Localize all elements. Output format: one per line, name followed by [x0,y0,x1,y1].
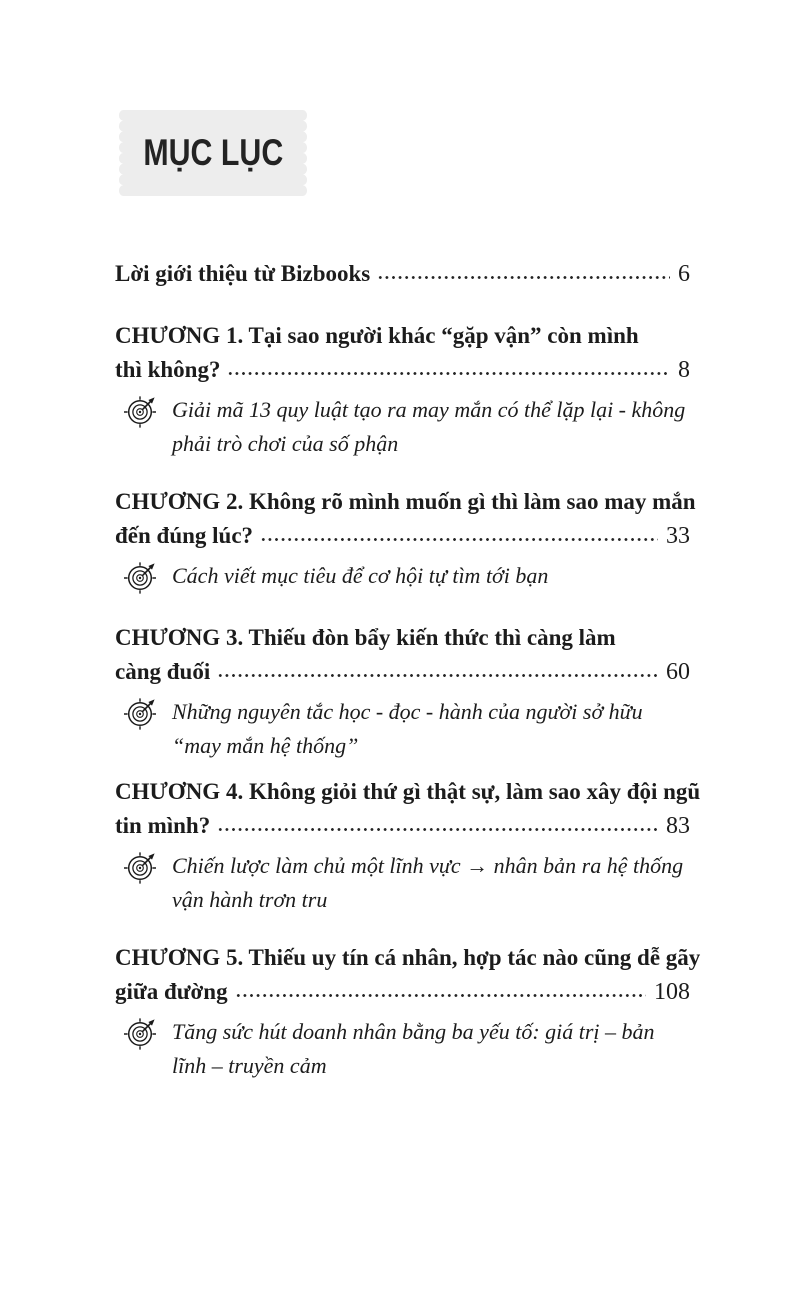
chapter-title-line1: CHƯƠNG 2. Không rõ mình muốn gì thì làm sao may mắn [115,489,696,514]
chapter-title-row [115,655,690,689]
table-of-contents [115,257,701,1083]
chapter-title-line1: CHƯƠNG 5. Thiếu uy tín cá nhân, hợp tác nào cũng dễ gãy [115,945,701,970]
chapter-title-line1: CHƯƠNG 3. Thiếu đòn bẩy kiến thức thì càng làm [115,625,616,650]
target-dart-icon [122,556,162,596]
note-line1: Tăng sức hút doanh nhân bằng ba yếu tố: giá trị – bản [172,1019,655,1044]
toc-entry-intro [115,257,690,291]
dot-leader [217,826,658,833]
toc-entry-title: Lời giới thiệu từ Bizbooks [115,261,371,286]
chapter-title-line2: giữa đường [115,979,228,1004]
chapter-note [172,849,690,917]
toc-chapter-1 [115,319,690,461]
chapter-note [172,559,690,593]
dot-leader [377,274,670,281]
note-line1: Những nguyên tắc học - đọc - hành của người sở hữu [172,699,643,724]
page-number: 83 [666,813,690,839]
chapter-title-line2: thì không? [115,357,221,382]
dot-leader [260,536,658,543]
chapter-title-row [115,809,690,843]
page-title-ribbon [115,110,311,196]
chapter-title-line1: CHƯƠNG 1. Tại sao người khác “gặp vận” còn mình [115,323,639,348]
target-dart-icon [122,1012,162,1052]
target-dart-icon [122,692,162,732]
toc-chapter-5 [115,941,701,1083]
toc-chapter-3 [115,621,690,763]
page-number: 33 [666,523,690,549]
dot-leader [227,370,670,377]
note-line2: phải trò chơi của số phận [172,431,399,456]
note-line1: Cách viết mục tiêu để cơ hội tự tìm tới bạn [172,563,549,588]
chapter-title-line2: đến đúng lúc? [115,523,254,548]
page-number: 6 [678,261,690,287]
chapter-note [172,393,690,461]
dot-leader [235,992,646,999]
target-dart-icon [122,846,162,886]
chapter-title-row [115,519,690,553]
note-line2: vận hành trơn tru [172,887,328,912]
chapter-title-row [115,353,690,387]
toc-chapter-2 [115,485,696,593]
chapter-title-line2: tin mình? [115,813,211,838]
dot-leader [217,672,658,679]
chapter-title-row [115,975,690,1009]
page-number: 60 [666,659,690,685]
page-number: 108 [654,979,690,1005]
note-line2: lĩnh – truyền cảm [172,1053,327,1078]
target-dart-icon [122,390,162,430]
chapter-title-line1: CHƯƠNG 4. Không giỏi thứ gì thật sự, làm sao xây đội ngũ [115,779,701,804]
chapter-title-line2: càng đuối [115,659,211,684]
note-line1: Chiến lược làm chủ một lĩnh vực → nhân bản ra hệ thống [172,853,684,878]
chapter-note [172,695,690,763]
chapter-note [172,1015,690,1083]
note-line2: “may mắn hệ thống” [172,733,359,758]
page-title: MỤC LỤC [143,132,283,173]
page-number: 8 [678,357,690,383]
toc-page [0,110,806,1083]
note-line1: Giải mã 13 quy luật tạo ra may mắn có thể lặp lại - không [172,397,686,422]
toc-chapter-4 [115,775,701,917]
